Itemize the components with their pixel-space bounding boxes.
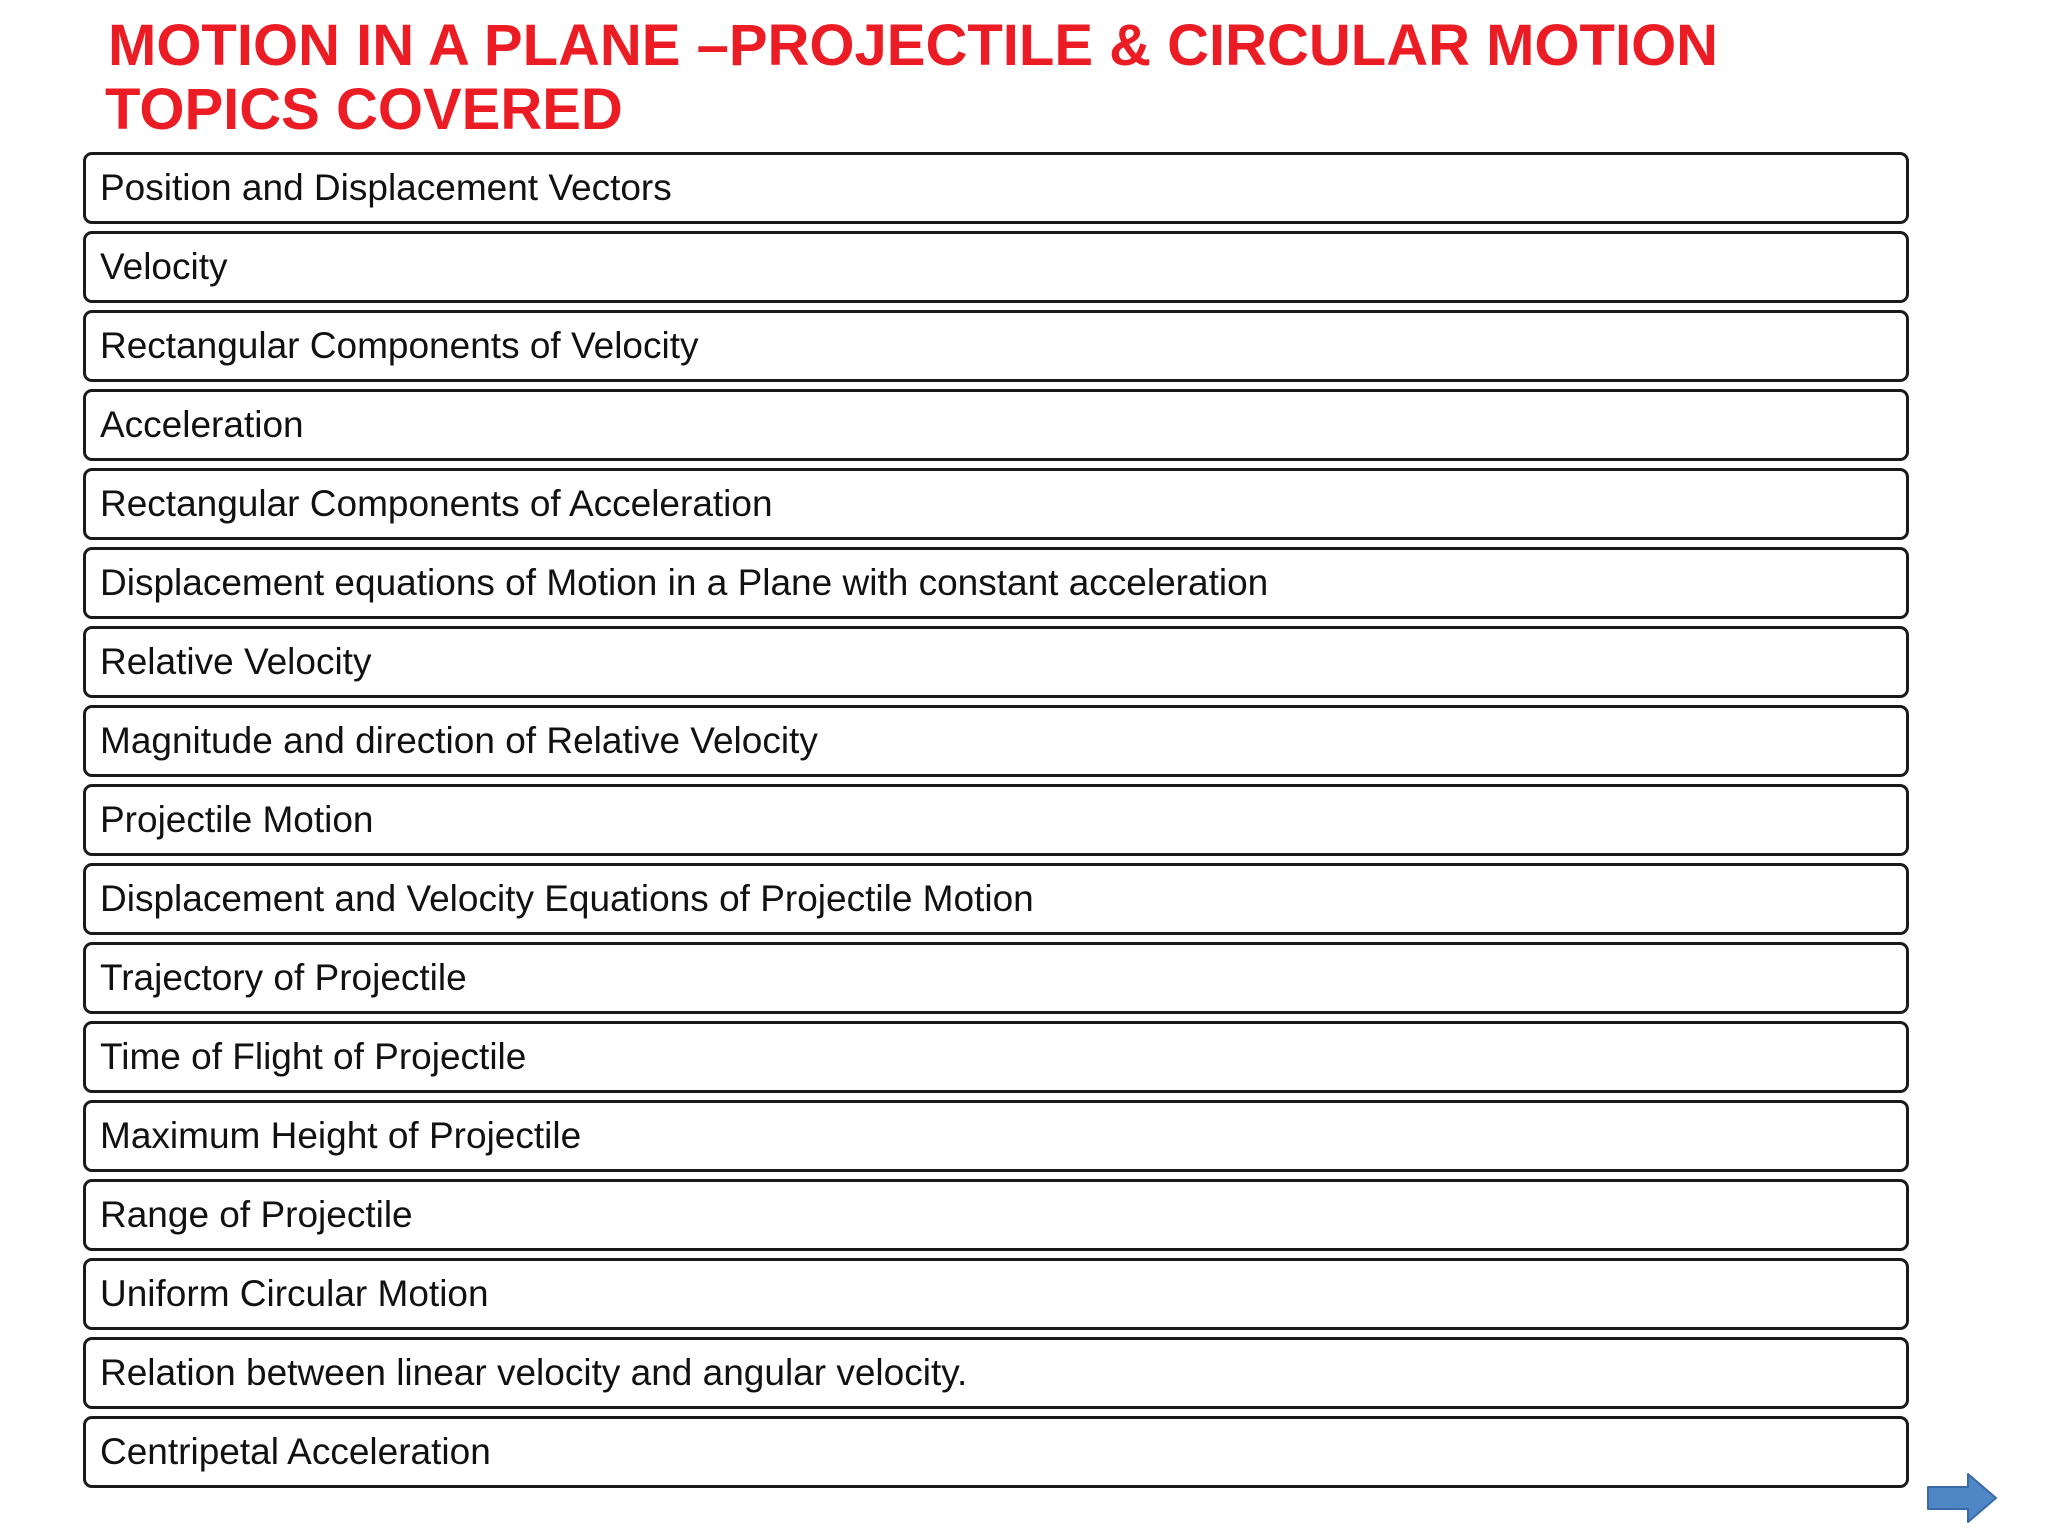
topic-list — [83, 152, 1909, 1495]
right-arrow-icon[interactable] — [1926, 1472, 1998, 1524]
topic-item[interactable]: Position and Displacement Vectors — [83, 152, 1909, 224]
topic-item[interactable]: Relation between linear velocity and angular velocity. — [83, 1337, 1909, 1409]
title-line-1: MOTION IN A PLANE –PROJECTILE & CIRCULAR MOTION — [108, 13, 1719, 78]
topic-item[interactable]: Time of Flight of Projectile — [83, 1021, 1909, 1093]
topic-item[interactable]: Uniform Circular Motion — [83, 1258, 1909, 1330]
title-line-2: TOPICS COVERED — [105, 77, 623, 142]
topic-item[interactable]: Displacement and Velocity Equations of Projectile Motion — [83, 863, 1909, 935]
topic-item[interactable]: Projectile Motion — [83, 784, 1909, 856]
topic-item[interactable]: Acceleration — [83, 389, 1909, 461]
right-arrow-shape — [1928, 1474, 1996, 1522]
topic-item[interactable]: Magnitude and direction of Relative Velocity — [83, 705, 1909, 777]
topic-item[interactable]: Rectangular Components of Acceleration — [83, 468, 1909, 540]
topic-item[interactable]: Relative Velocity — [83, 626, 1909, 698]
topic-item[interactable]: Trajectory of Projectile — [83, 942, 1909, 1014]
topic-item[interactable]: Range of Projectile — [83, 1179, 1909, 1251]
topic-item[interactable]: Rectangular Components of Velocity — [83, 310, 1909, 382]
page-title — [105, 13, 1968, 142]
topic-item[interactable]: Displacement equations of Motion in a Plane with constant acceleration — [83, 547, 1909, 619]
topic-item[interactable]: Maximum Height of Projectile — [83, 1100, 1909, 1172]
topic-item[interactable]: Centripetal Acceleration — [83, 1416, 1909, 1488]
topic-item[interactable]: Velocity — [83, 231, 1909, 303]
